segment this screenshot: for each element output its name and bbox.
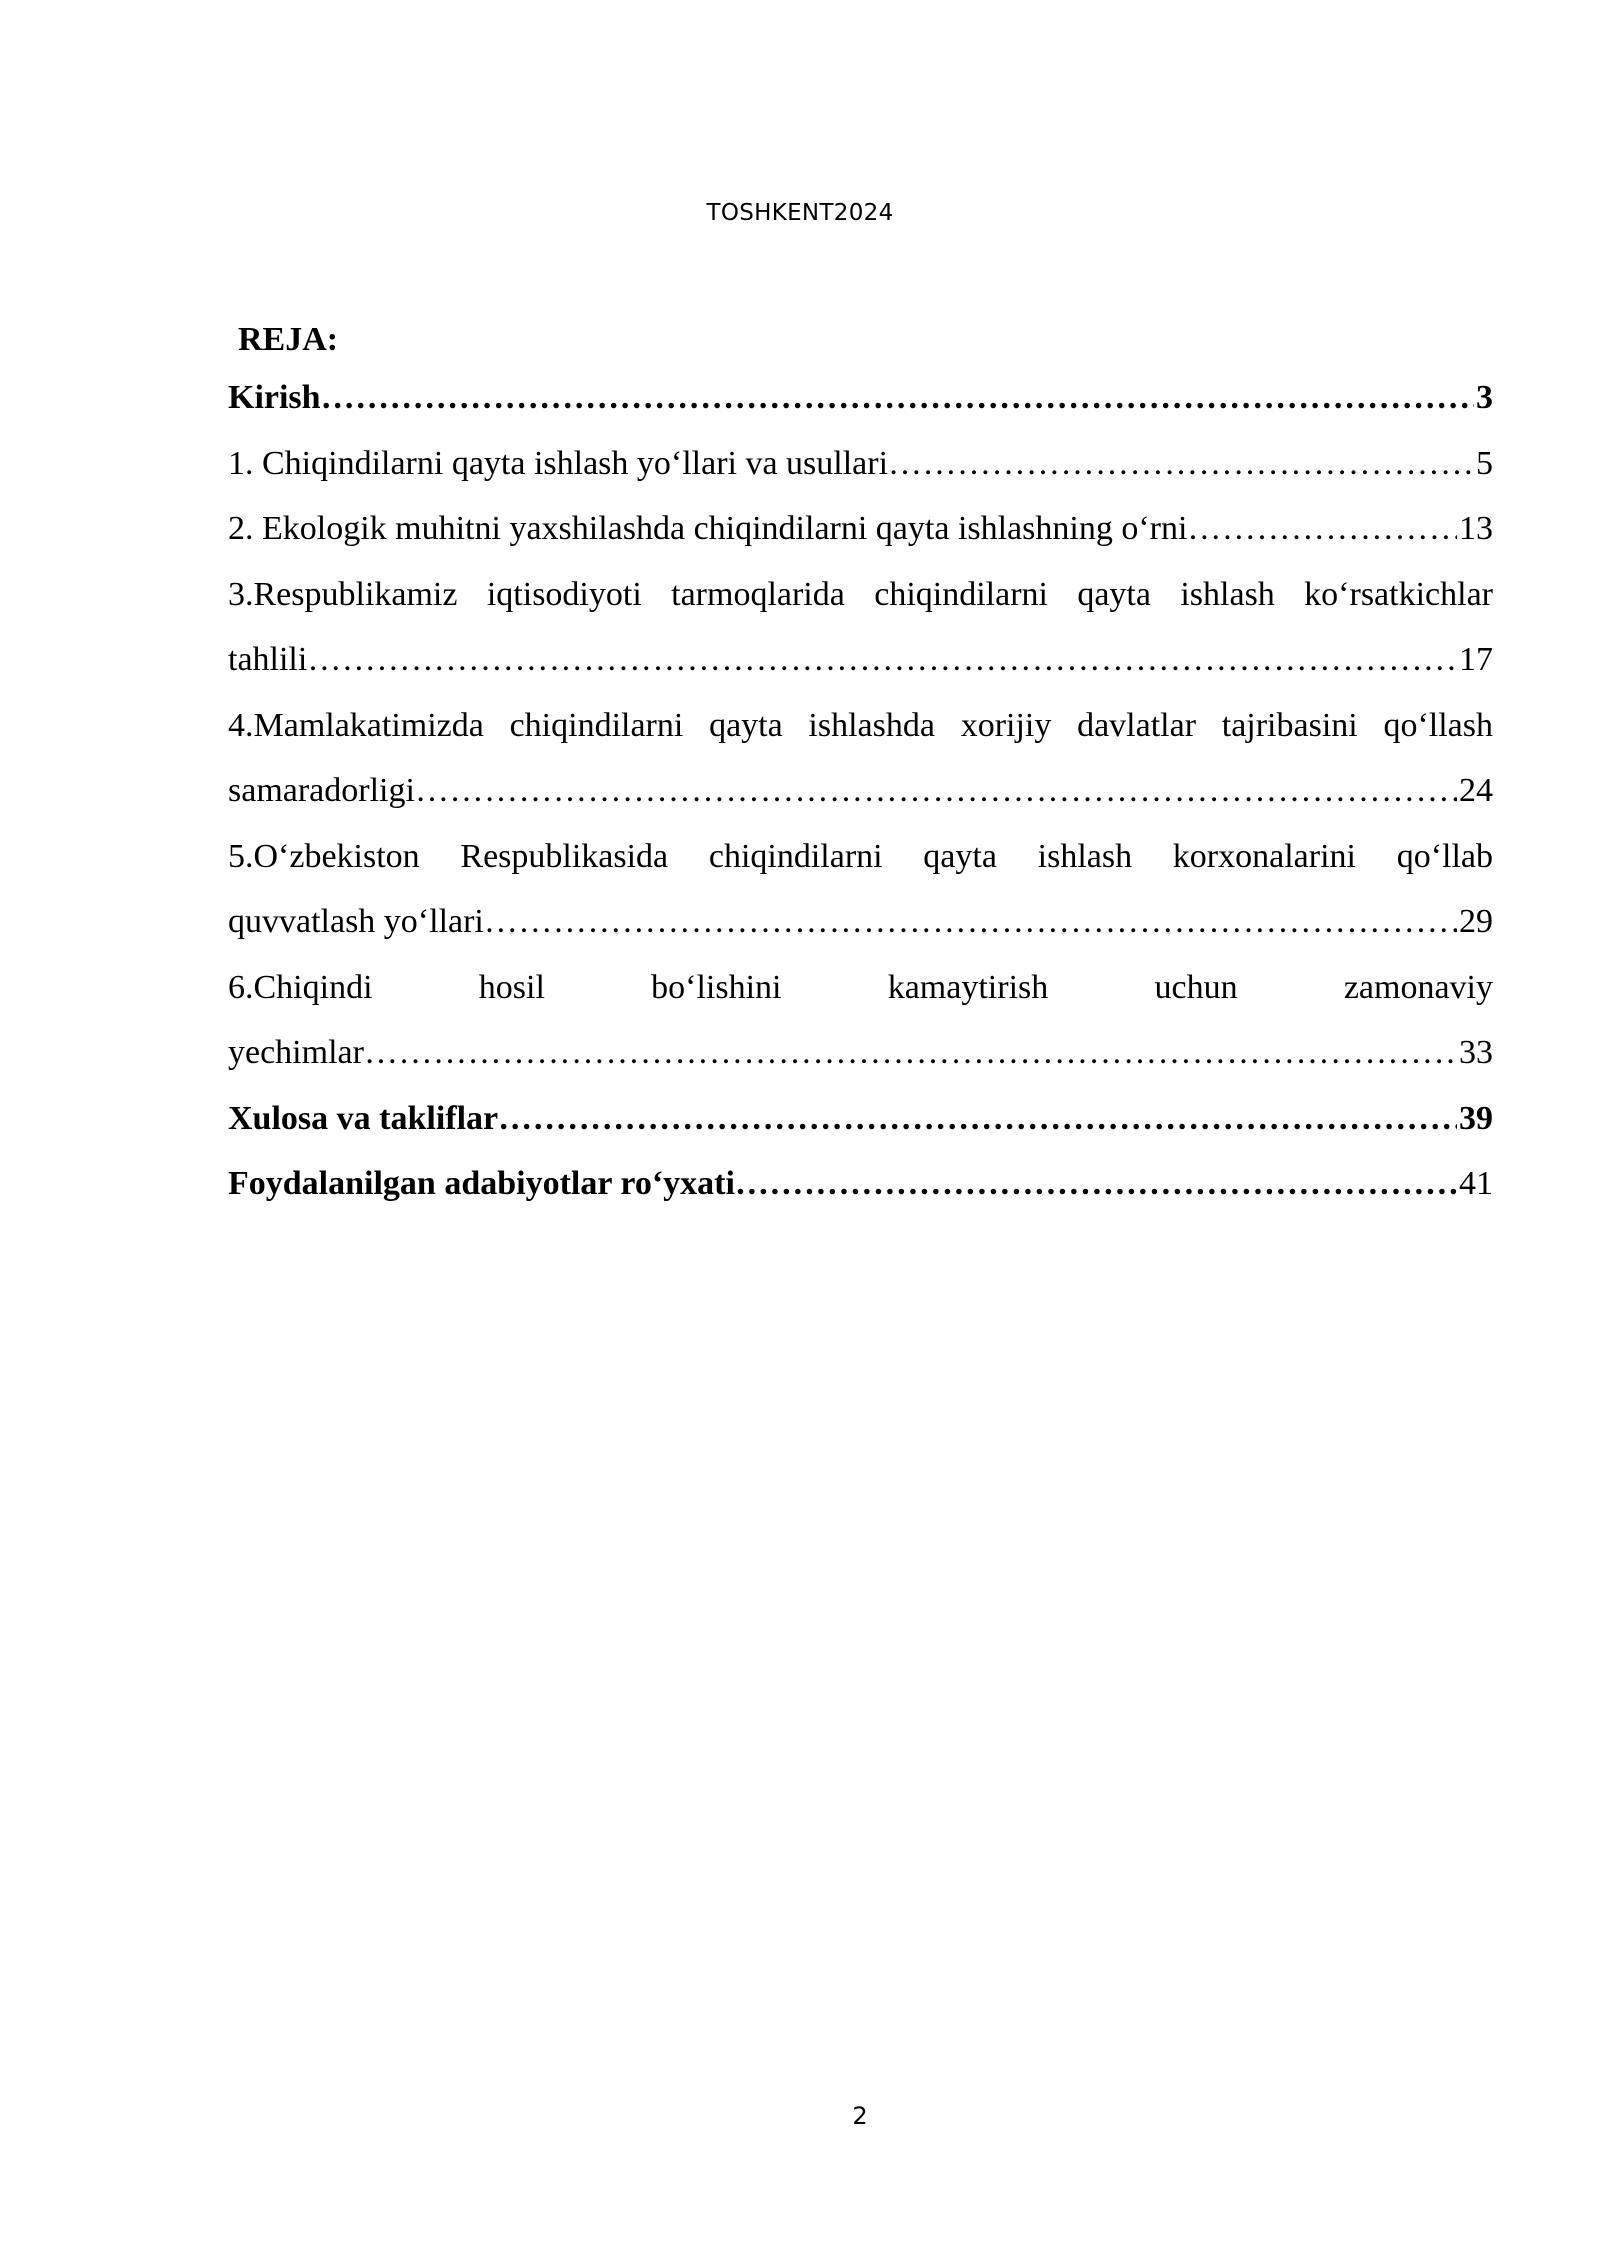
toc-leader-dots [498,1086,1457,1152]
toc-entry-title: 2. Ekologik muhitni yaxshilashda chiqindilarni qayta ishlashning o‘rni [228,510,1188,547]
toc-entry-3[interactable] [228,562,1493,693]
toc-entry-1[interactable] [228,431,1493,497]
toc-entry-title-line1: 5.O‘zbekiston Respublikasida chiqindilarni qayta ishlash korxonalarini qo‘llab [228,837,1493,875]
toc-entry-xulosa[interactable] [228,1086,1493,1152]
toc-leader-dots [484,889,1457,955]
toc-leader-dots [415,758,1457,824]
toc-entry-title-line1: 3.Respublikamiz iqtisodiyoti tarmoqlarida chiqindilarni qayta ishlash ko‘rsatkichlar [228,575,1493,613]
toc-entry-page: 5 [1476,444,1493,482]
toc-entry-title-line1: 6.Chiqindi hosil bo‘lishini kamaytirish uchun zamonaviy [228,968,1493,1006]
toc-entry-page: 29 [1459,903,1493,940]
header-city-year: TOSHKENT2024 [706,200,894,226]
table-of-contents [228,315,1493,1217]
toc-leader-dots [364,1020,1457,1086]
toc-heading: REJA: [238,321,339,358]
toc-entry-title: Foydalanilgan adabiyotlar ro‘yxati [228,1165,735,1202]
toc-leader-dots [1187,496,1457,562]
toc-entry-4[interactable] [228,693,1493,824]
toc-leader-dots [888,431,1474,497]
toc-entry-title: tahlili [228,641,308,678]
page-number: 2 [852,2102,868,2130]
toc-entry-title: quvvatlash yo‘llari [228,903,484,940]
toc-leader-dots [735,1151,1457,1217]
toc-entry-title: Kirish [228,379,321,416]
toc-entry-title: yechimlar [228,1034,364,1071]
toc-entry-page: 41 [1459,1165,1493,1202]
toc-entry-title-line1: 4.Mamlakatimizda chiqindilarni qayta ishlashda xorijiy davlatlar tajribasini qo‘llash [228,706,1493,744]
toc-leader-dots [321,365,1474,431]
toc-entry-kirish[interactable] [228,365,1493,431]
toc-entry-page: 33 [1459,1034,1493,1071]
toc-entry-adabiyotlar[interactable] [228,1151,1493,1217]
toc-entry-page: 24 [1459,772,1493,809]
toc-leader-dots [307,627,1457,693]
toc-entry-title: Xulosa va takliflar [228,1099,499,1137]
toc-entry-6[interactable] [228,955,1493,1086]
toc-entry-page: 13 [1459,510,1493,547]
toc-entry-title: samaradorligi [228,772,415,809]
toc-entry-5[interactable] [228,824,1493,955]
toc-entry-page: 3 [1476,379,1493,416]
toc-entry-title: 1. Chiqindilarni qayta ishlash yo‘llari va usullari [228,444,889,482]
toc-entry-2[interactable] [228,496,1493,562]
toc-entry-page: 17 [1459,641,1493,678]
toc-entry-page: 39 [1459,1099,1493,1137]
